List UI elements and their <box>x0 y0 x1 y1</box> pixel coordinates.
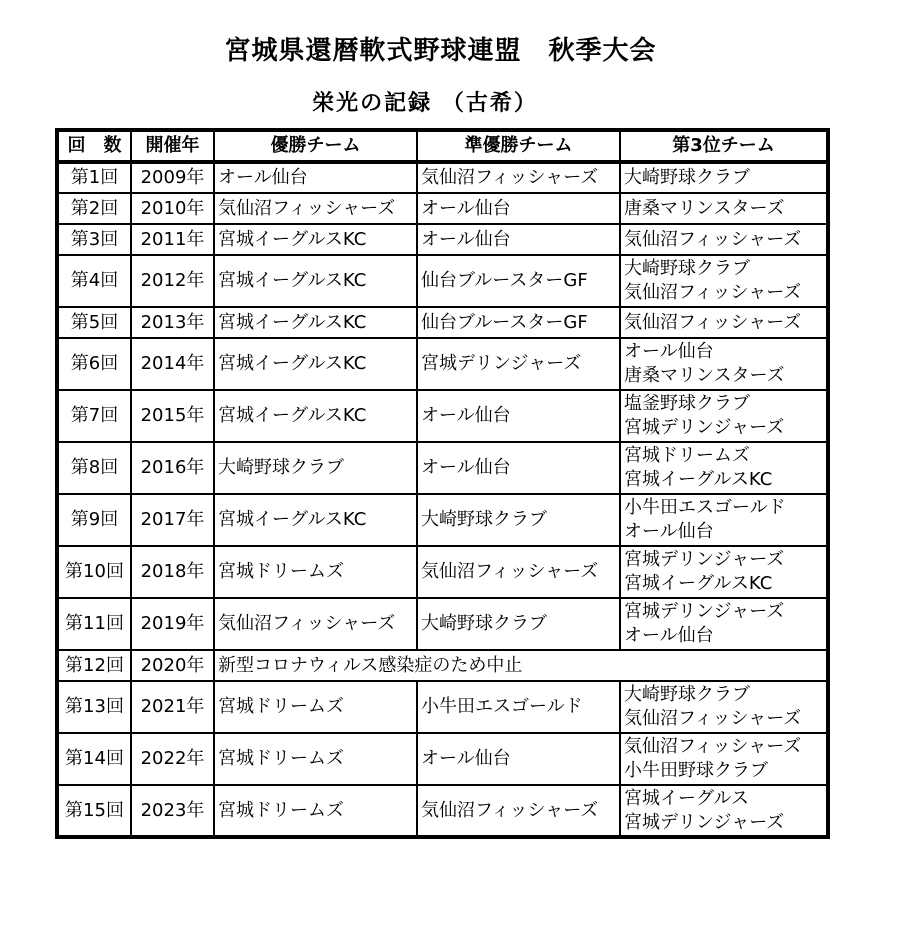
cell-number: 第11回 <box>57 598 131 650</box>
cell-number: 第4回 <box>57 255 131 307</box>
cell-year: 2017年 <box>131 494 214 546</box>
cell-winner: 宮城イーグルスKC <box>214 338 417 390</box>
cell-runner-up: 大崎野球クラブ <box>417 598 620 650</box>
header-number: 回 数 <box>57 130 131 162</box>
cell-winner: 気仙沼フィッシャーズ <box>214 193 417 224</box>
cell-winner: 気仙沼フィッシャーズ <box>214 598 417 650</box>
cell-runner-up: オール仙台 <box>417 224 620 255</box>
third-team: 大崎野球クラブ <box>624 684 750 705</box>
cell-year: 2019年 <box>131 598 214 650</box>
cell-runner-up: 仙台ブルースターGF <box>417 307 620 338</box>
table-row <box>57 650 828 681</box>
cell-number: 第6回 <box>57 338 131 390</box>
third-team: 大崎野球クラブ <box>624 258 750 279</box>
cell-runner-up: 仙台ブルースターGF <box>417 255 620 307</box>
cell-year: 2023年 <box>131 785 214 837</box>
third-team: 気仙沼フィッシャーズ <box>624 228 802 250</box>
cell-number: 第12回 <box>57 650 131 681</box>
table-row <box>57 162 828 193</box>
cell-winner: 宮城ドリームズ <box>214 546 417 598</box>
cell-third <box>620 494 828 546</box>
cell-year: 2022年 <box>131 733 214 785</box>
cell-runner-up: オール仙台 <box>417 733 620 785</box>
table-row <box>57 733 828 785</box>
cell-third <box>620 338 828 390</box>
cell-third <box>620 224 828 255</box>
third-team: オール仙台 <box>624 521 714 542</box>
cell-number: 第14回 <box>57 733 131 785</box>
document-title: 宮城県還暦軟式野球連盟 秋季大会 <box>224 36 657 66</box>
cell-third <box>620 598 828 650</box>
third-team: 宮城デリンジャーズ <box>624 811 785 833</box>
cell-year: 2012年 <box>131 255 214 307</box>
cell-year: 2015年 <box>131 390 214 442</box>
cell-runner-up: 宮城デリンジャーズ <box>417 338 620 390</box>
table-row <box>57 785 828 837</box>
cell-year: 2020年 <box>131 650 214 681</box>
cell-winner: オール仙台 <box>214 162 417 193</box>
third-team: 気仙沼フィッシャーズ <box>624 282 802 303</box>
table-row <box>57 681 828 733</box>
table-row <box>57 598 828 650</box>
table-row <box>57 193 828 224</box>
document-subtitle: 栄光の記録 （古希） <box>312 91 538 116</box>
third-team: 宮城イーグルスKC <box>624 469 773 490</box>
third-team: 宮城イーグルス <box>624 787 749 809</box>
cell-third <box>620 442 828 494</box>
table-header-row <box>57 130 828 162</box>
cell-year: 2018年 <box>131 546 214 598</box>
cell-third <box>620 162 828 193</box>
third-team: オール仙台 <box>624 625 714 646</box>
cell-runner-up: オール仙台 <box>417 193 620 224</box>
third-team: 大崎野球クラブ <box>624 167 750 188</box>
cell-third <box>620 255 828 307</box>
records-table <box>55 128 830 839</box>
third-team: 宮城デリンジャーズ <box>624 417 785 438</box>
cell-winner: 宮城ドリームズ <box>214 733 417 785</box>
cell-number: 第9回 <box>57 494 131 546</box>
cell-runner-up: 気仙沼フィッシャーズ <box>417 785 620 837</box>
cell-third <box>620 546 828 598</box>
cell-winner: 大崎野球クラブ <box>214 442 417 494</box>
third-team: 宮城デリンジャーズ <box>624 549 785 570</box>
cell-third <box>620 193 828 224</box>
cell-winner: 宮城イーグルスKC <box>214 224 417 255</box>
third-team: 唐桑マリンスターズ <box>624 197 785 219</box>
cell-winner: 宮城イーグルスKC <box>214 307 417 338</box>
cell-third <box>620 785 828 837</box>
third-team: 宮城イーグルスKC <box>624 573 773 594</box>
cell-runner-up: 気仙沼フィッシャーズ <box>417 162 620 193</box>
cell-winner: 宮城イーグルスKC <box>214 255 417 307</box>
cell-year: 2011年 <box>131 224 214 255</box>
table-row <box>57 494 828 546</box>
cell-runner-up: 小牛田エスゴールド <box>417 681 620 733</box>
third-team: 塩釜野球クラブ <box>624 393 750 414</box>
header-third: 第3位チーム <box>620 130 828 162</box>
cell-number: 第13回 <box>57 681 131 733</box>
header-winner: 優勝チーム <box>214 130 417 162</box>
cell-number: 第7回 <box>57 390 131 442</box>
cell-number: 第3回 <box>57 224 131 255</box>
table-row <box>57 338 828 390</box>
header-runner-up: 準優勝チーム <box>417 130 620 162</box>
table-row <box>57 224 828 255</box>
cell-number: 第10回 <box>57 546 131 598</box>
cell-number: 第2回 <box>57 193 131 224</box>
third-team: 小牛田野球クラブ <box>624 760 768 781</box>
third-team: 小牛田エスゴールド <box>624 497 786 518</box>
cell-winner: 宮城ドリームズ <box>214 785 417 837</box>
cell-number: 第15回 <box>57 785 131 837</box>
cell-number: 第5回 <box>57 307 131 338</box>
cell-third <box>620 681 828 733</box>
cell-winner: 宮城イーグルスKC <box>214 494 417 546</box>
cell-year: 2016年 <box>131 442 214 494</box>
cell-winner: 宮城ドリームズ <box>214 681 417 733</box>
table-row <box>57 307 828 338</box>
cell-year: 2013年 <box>131 307 214 338</box>
cell-third <box>620 390 828 442</box>
third-team: 気仙沼フィッシャーズ <box>624 736 802 757</box>
table-row <box>57 442 828 494</box>
cell-runner-up: 気仙沼フィッシャーズ <box>417 546 620 598</box>
third-team: 宮城ドリームズ <box>624 445 750 466</box>
table-row <box>57 390 828 442</box>
third-team: 唐桑マリンスターズ <box>624 365 785 386</box>
cell-year: 2021年 <box>131 681 214 733</box>
cell-year: 2009年 <box>131 162 214 193</box>
cell-third <box>620 733 828 785</box>
cell-runner-up: 大崎野球クラブ <box>417 494 620 546</box>
cell-runner-up: オール仙台 <box>417 390 620 442</box>
third-team: 宮城デリンジャーズ <box>624 601 785 622</box>
cell-number: 第1回 <box>57 162 131 193</box>
cell-year: 2010年 <box>131 193 214 224</box>
table-row <box>57 546 828 598</box>
table-row <box>57 255 828 307</box>
cell-third <box>620 307 828 338</box>
cell-number: 第8回 <box>57 442 131 494</box>
third-team: オール仙台 <box>624 341 714 362</box>
cell-runner-up: オール仙台 <box>417 442 620 494</box>
cancellation-note: 新型コロナウィルス感染症のため中止 <box>214 650 828 681</box>
third-team: 気仙沼フィッシャーズ <box>624 311 802 333</box>
cell-year: 2014年 <box>131 338 214 390</box>
cell-winner: 宮城イーグルスKC <box>214 390 417 442</box>
third-team: 気仙沼フィッシャーズ <box>624 708 802 729</box>
header-year: 開催年 <box>131 130 214 162</box>
